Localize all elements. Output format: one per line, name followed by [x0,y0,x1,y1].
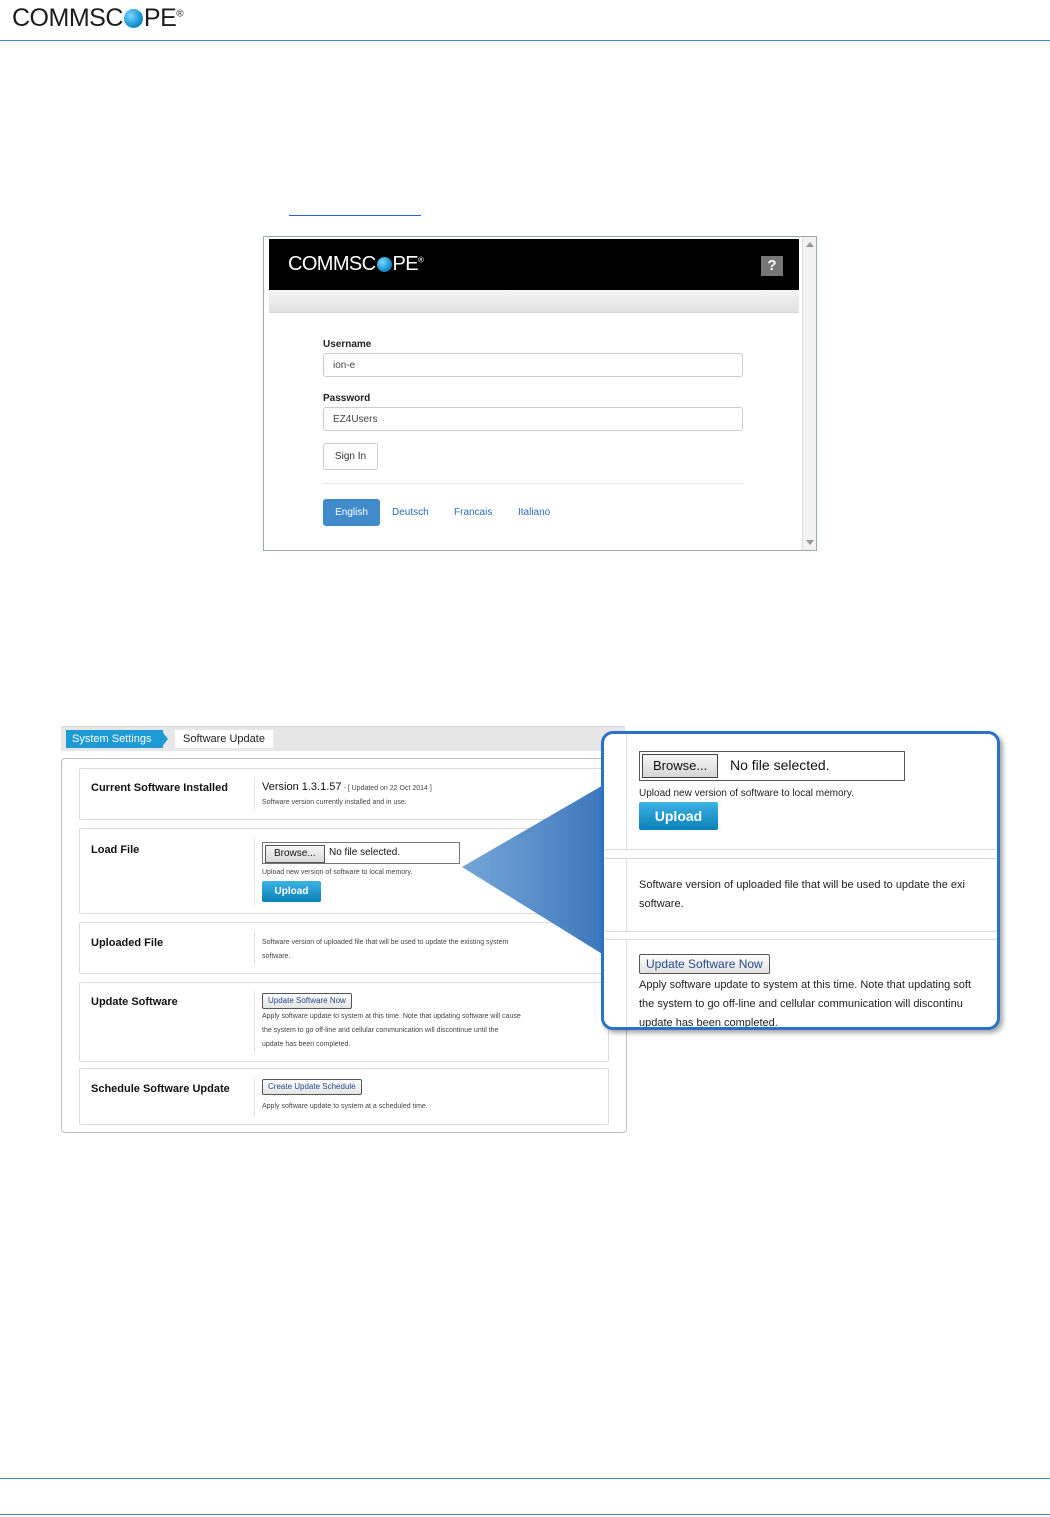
current-version [262,780,432,796]
row-update-software [79,982,609,1062]
breadcrumb-software-update: Software Update [175,730,273,748]
help-button[interactable]: ? [761,256,783,276]
browse-button[interactable]: Browse... [265,845,325,863]
update-software-desc-3: update has been completed. [262,1041,351,1048]
load-file-label: Load File [91,844,140,856]
row-divider [254,777,255,811]
zoom-upload-button[interactable]: Upload [639,802,718,830]
current-software-desc: Software version currently installed and in use. [262,799,407,806]
login-screenshot [263,236,817,551]
row-divider [254,991,255,1053]
login-divider [323,483,744,484]
zoom-row-line [604,849,997,850]
file-input[interactable] [262,842,460,864]
breadcrumb-system-settings[interactable]: System Settings [66,730,163,748]
zoom-update-desc-1: Apply software update to system at this time. Note that updating soft [639,979,972,991]
file-status: No file selected. [329,847,401,858]
zoom-update-desc-2: the system to go off-line and cellular communication will discontinu [639,998,963,1010]
callout-pointer [462,736,612,966]
zoom-upload-desc: Upload new version of software to local memory. [639,788,854,799]
zoom-divider [626,859,627,931]
create-update-schedule-button[interactable]: Create Update Schedule [262,1079,362,1095]
login-header-bar [269,239,799,290]
zoom-file-input[interactable] [639,751,905,781]
language-francais-link[interactable]: Francais [454,507,493,518]
language-italiano-link[interactable]: Italiano [518,507,551,518]
scroll-down-arrow-icon[interactable] [806,540,814,545]
zoom-row-line [604,858,997,859]
login-logo: COMMSC PE® [288,253,424,275]
language-deutsch-link[interactable]: Deutsch [392,507,429,518]
password-label: Password [323,393,371,404]
zoom-row-line [604,939,997,940]
zoom-divider [626,734,627,849]
globe-icon [124,9,143,28]
hyperlink-underline[interactable] [289,215,421,216]
zoom-update-software-now-button[interactable]: Update Software Now [639,954,770,974]
row-schedule-update [79,1068,609,1125]
password-input[interactable]: EZ4Users [323,407,743,431]
uploaded-file-desc-1: Software version of uploaded file that will be used to update the existing system [262,939,509,946]
upload-button[interactable]: Upload [262,881,321,902]
scroll-up-arrow-icon[interactable] [806,242,814,247]
update-software-label: Update Software [91,996,178,1008]
commscope-logo: COMMSC PE® [12,4,184,32]
zoom-uploaded-desc-2: software. [639,898,684,910]
zoom-row-line [604,931,997,932]
zoom-file-status: No file selected. [730,757,830,773]
footer-rule-top [0,1478,1050,1479]
version-updated-date: - [ Updated on 22 Oct 2014 ] [341,785,432,792]
header-rule [0,40,1050,41]
login-subheader [269,290,799,313]
zoom-callout [601,731,1000,1030]
footer-rule-bottom [0,1514,1050,1515]
load-file-desc: Upload new version of software to local memory. [262,869,413,876]
language-english-button[interactable]: English [323,499,380,526]
breadcrumb-arrow-icon [161,730,168,748]
zoom-update-desc-3: update has been completed. [639,1017,778,1029]
version-number: Version 1.3.1.57 [262,781,342,793]
schedule-update-desc: Apply software update to system at a scheduled time. [262,1103,428,1110]
update-software-desc-1: Apply software update to system at this time. Note that updating software will cause [262,1013,521,1020]
zoom-uploaded-desc-1: Software version of uploaded file that will be used to update the exi [639,879,965,891]
zoom-divider [626,940,627,1030]
username-label: Username [323,339,372,350]
username-input[interactable]: ion-e [323,353,743,377]
uploaded-file-label: Uploaded File [91,937,164,949]
scrollbar[interactable] [802,237,816,550]
schedule-update-label: Schedule Software Update [91,1083,230,1095]
update-software-now-button[interactable]: Update Software Now [262,993,352,1009]
update-software-desc-2: the system to go off-line and cellular communication will discontinue until the [262,1027,499,1034]
row-divider [254,931,255,965]
globe-icon [377,257,392,272]
uploaded-file-desc-2: software. [262,953,291,960]
current-software-label: Current Software Installed [91,782,228,794]
sign-in-button[interactable]: Sign In [323,443,378,470]
zoom-browse-button[interactable]: Browse... [642,754,718,778]
row-divider [254,837,255,905]
row-divider [254,1077,255,1116]
